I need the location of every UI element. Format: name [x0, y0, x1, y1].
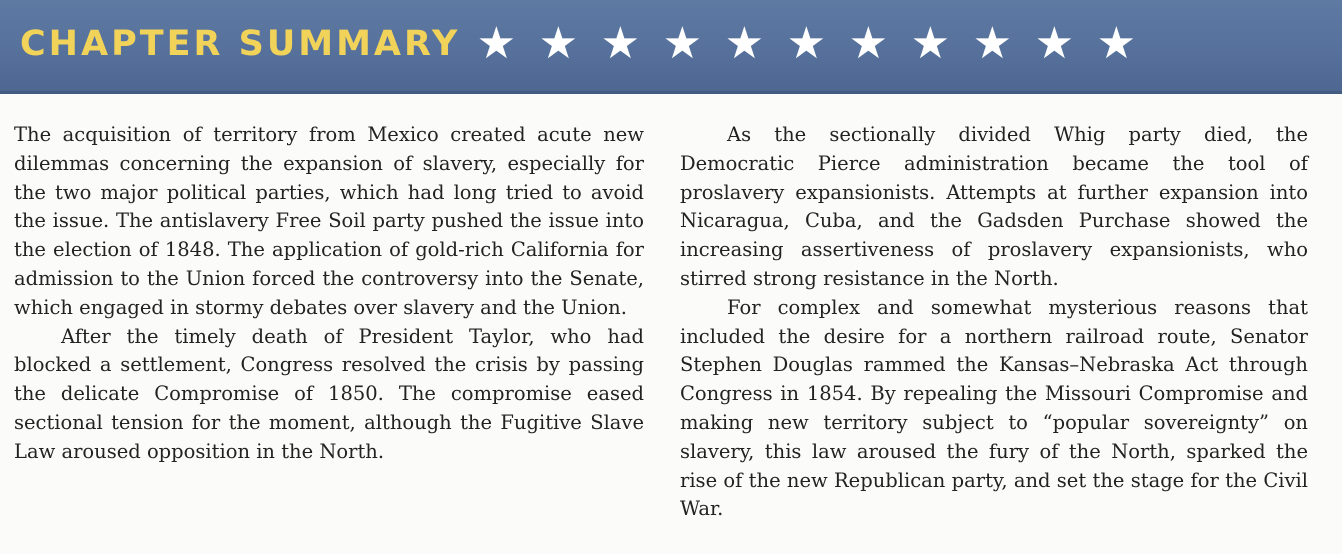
chapter-summary-banner — [0, 0, 1342, 94]
left-column — [14, 121, 644, 467]
summary-paragraph: After the timely death of President Taylor, who had blocked a settlement, Congress resolved the crisis by passing the delicate Compromise of 1850. The compromise eased sectional tension for the moment, although the Fugitive Slave Law aroused opposition in the North. — [14, 324, 644, 463]
star-icon: ★ — [538, 18, 579, 69]
star-icon: ★ — [724, 18, 765, 69]
star-icon: ★ — [476, 18, 517, 69]
banner-content — [20, 20, 1142, 68]
summary-paragraph: The acquisition of territory from Mexico created acute new dilemmas concerning the expansion of slavery, especially for the two major political parties, which had long tried to avoid the issue. The antislavery Free Soil party pushed the issue into the election of 1848. The application of gold-rich California for admission to the Union forced the controversy into the Senate, which engaged in stormy debates over slavery and the Union. — [14, 123, 644, 319]
star-icon: ★ — [972, 18, 1013, 69]
summary-paragraph: As the sectionally divided Whig party died, the Democratic Pierce administration became the tool of proslavery expansionists. Attempts at further expansion into Nicaragua, Cuba, and the Gadsden Purchase showed the increasing assertiveness of proslavery expansionists, who stirred strong resistance in the North. — [680, 123, 1308, 290]
star-icon: ★ — [662, 18, 703, 69]
star-icon: ★ — [1096, 18, 1137, 69]
right-column — [680, 121, 1308, 524]
star-icon: ★ — [1034, 18, 1075, 69]
star-icon: ★ — [786, 18, 827, 69]
star-icon: ★ — [848, 18, 889, 69]
star-icon: ★ — [600, 18, 641, 69]
summary-paragraph: For complex and somewhat mysterious reasons that included the desire for a northern railroad route, Senator Stephen Douglas rammed the Kansas–Nebraska Act through Congress in 1854. By repealing the Missouri Compromise and making new territory subject to “popular sovereignty” on slavery, this law aroused the fury of the North, sparked the rise of the new Republican party, and set the stage for the Civil War. — [680, 295, 1308, 521]
star-row — [470, 20, 1142, 68]
star-icon: ★ — [910, 18, 951, 69]
banner-title: CHAPTER SUMMARY — [20, 24, 461, 64]
